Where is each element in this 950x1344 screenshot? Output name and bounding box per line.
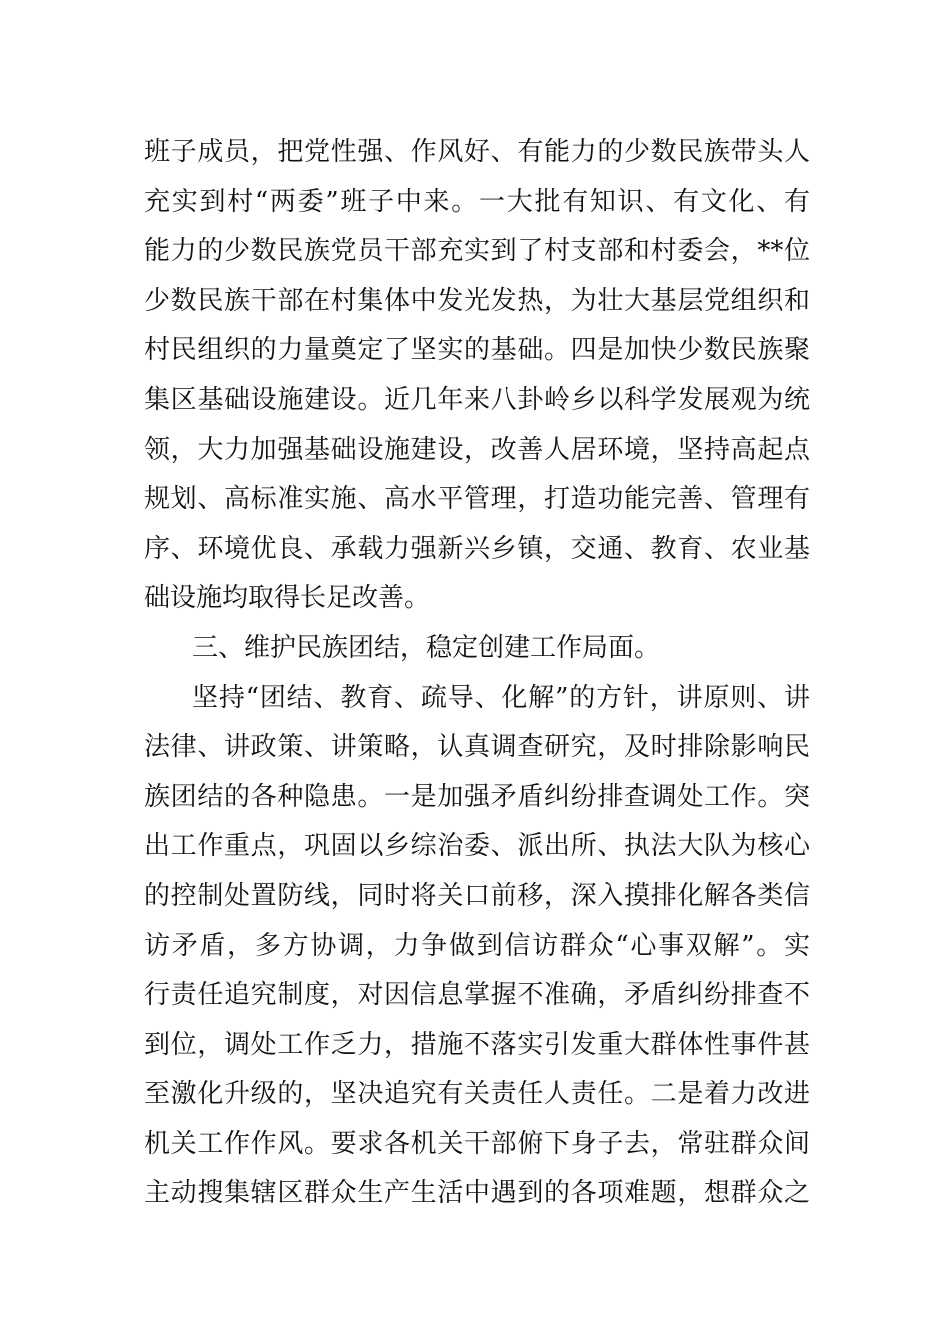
text-line: 村民组织的力量奠定了坚实的基础。四是加快少数民族聚 xyxy=(144,335,810,366)
text-line: 集区基础设施建设。近几年来八卦岭乡以科学发展观为统 xyxy=(144,384,810,415)
text-line: 序、环境优良、承载力强新兴乡镇，交通、教育、农业基 xyxy=(144,533,810,564)
text-line: 访矛盾，多方协调，力争做到信访群众“心事双解”。实 xyxy=(144,930,810,961)
text-line: 班子成员，把党性强、作风好、有能力的少数民族带头人 xyxy=(144,137,810,167)
text-line: 主动搜集辖区群众生产生活中遇到的各项难题，想群众之 xyxy=(144,1178,810,1209)
section-heading: 三、维护民族团结，稳定创建工作局面。 xyxy=(192,632,661,663)
text-line: 能力的少数民族党员干部充实到了村支部和村委会，**位 xyxy=(144,236,810,267)
text-line: 的控制处置防线，同时将关口前移，深入摸排化解各类信 xyxy=(144,880,810,911)
text-line: 机关工作作风。要求各机关干部俯下身子去，常驻群众间 xyxy=(144,1128,810,1159)
text-line: 法律、讲政策、讲策略，认真调查研究，及时排除影响民 xyxy=(144,732,810,763)
text-line: 出工作重点，巩固以乡综治委、派出所、执法大队为核心 xyxy=(144,831,810,862)
body-text xyxy=(144,128,810,1219)
text-line: 充实到村“两委”班子中来。一大批有知识、有文化、有 xyxy=(144,186,810,217)
text-line: 领，大力加强基础设施建设，改善人居环境，坚持高起点 xyxy=(144,434,810,465)
text-line: 行责任追究制度，对因信息掌握不准确，矛盾纠纷排查不 xyxy=(144,980,810,1011)
text-line: 规划、高标准实施、高水平管理，打造功能完善、管理有 xyxy=(144,484,810,515)
text-line: 族团结的各种隐患。一是加强矛盾纠纷排查调处工作。突 xyxy=(144,781,810,812)
paragraph-end-line: 础设施均取得长足改善。 xyxy=(144,583,431,614)
paragraph-first-line: 坚持“团结、教育、疏导、化解”的方针，讲原则、讲 xyxy=(192,682,810,713)
text-line: 到位，调处工作乏力，措施不落实引发重大群体性事件甚 xyxy=(144,1029,810,1060)
text-line: 少数民族干部在村集体中发光发热，为壮大基层党组织和 xyxy=(144,285,810,316)
text-line: 至激化升级的，坚决追究有关责任人责任。二是着力改进 xyxy=(144,1079,810,1110)
